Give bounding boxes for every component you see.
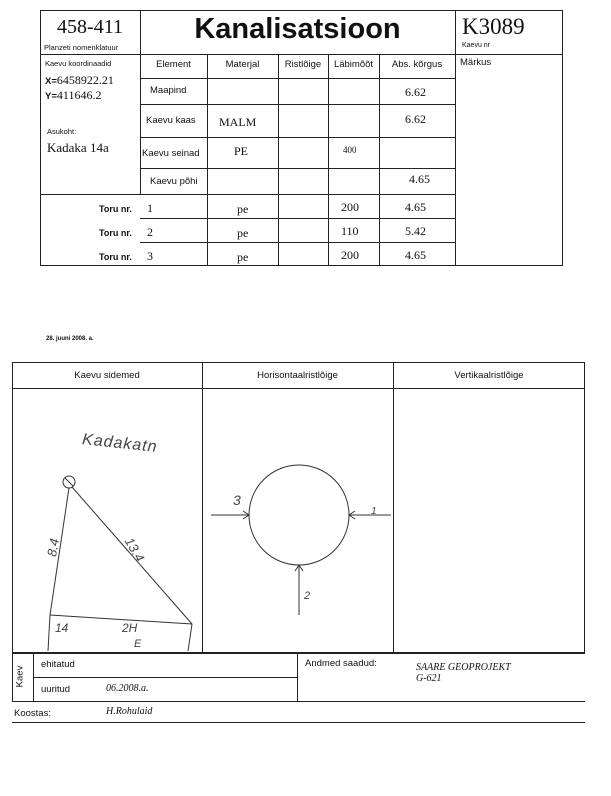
col-title-horizontal: Horisontaalristlõige [257,370,338,381]
header-remark: Märkus [460,57,492,68]
author-name: H.Rohulaid [106,706,153,717]
pipe-label: Toru nr. [99,204,132,214]
sheet-number: 458-411 [57,16,123,38]
author-label: Koostas: [14,708,51,719]
row-height: 4.65 [409,172,430,186]
pipe-nr: 2 [147,225,153,239]
pipe-height: 5.42 [405,224,426,238]
company-name: SAARE GEOPROJEKT [416,662,511,673]
well-id: K3089 [462,14,525,39]
pipe-diameter: 200 [341,248,359,262]
page-title: Kanalisatsioon [194,13,401,45]
pipe-diameter: 200 [341,200,359,214]
pipe-height: 4.65 [405,200,426,214]
well-cross-section [249,465,349,565]
header-material: Materjal [225,59,260,70]
pipe-label: Toru nr. [99,252,132,262]
header-diameter: Läbimõõt [333,59,374,70]
row-material: PE [234,144,249,158]
pipe-material: pe [237,202,249,216]
header-element: Element [156,59,191,70]
row-diameter: 400 [343,145,357,155]
pipe-nr: 1 [147,201,153,215]
horizontal-section-drawing [203,389,393,653]
pipe-nr: 3 [147,249,153,263]
header-abs-height: Abs. kõrgus [391,59,443,70]
surveyed-date: 06.2008.a. [106,683,149,694]
row-material: MALM [219,115,257,129]
dim-left: 8.4 [44,537,62,558]
location-value: Kadaka 14a [47,140,109,155]
pipe-in-right: 1 [371,506,377,517]
y-coordinate [45,86,101,104]
col-title-vertical: Vertikaalristlõige [454,370,524,381]
col-title-connections: Kaevu sidemed [74,370,140,381]
street-text: Kadakatn [81,431,159,456]
pipe-diameter: 110 [341,224,359,238]
row-element: Kaevu põhi [150,176,198,187]
sheet-label: Planzeti nomenklatuur [44,43,119,52]
data-from-label: Andmed saadud: [305,658,377,669]
pipe-height: 4.65 [405,248,426,262]
coords-label: Kaevu koordinaadid [45,59,112,68]
bottom-letter: E [134,638,142,650]
x-label: X= [45,76,57,87]
row-element: Kaevu seinad [142,148,200,159]
row-height: 6.62 [405,85,426,99]
header-cross-section: Ristlõige [284,59,322,70]
x-value: 6458922.21 [56,73,114,87]
pipe-in-bottom: 2 [304,590,311,602]
kaev-label: Kaev [14,665,26,688]
row-element: Kaevu kaas [146,115,196,126]
surveyed-label: uuritud [41,684,71,695]
dim-bottom-right: 2H [122,621,138,635]
pipe-material: pe [237,226,249,240]
y-label: Y= [45,91,57,102]
row-element: Maapind [150,85,187,96]
location-label: Asukoht: [47,127,77,136]
y-value: 411646.2 [56,88,102,102]
dim-bottom-left: 14 [55,621,69,635]
row-height: 6.62 [405,112,426,126]
company-code: G-621 [416,673,442,684]
location-sketch [12,389,202,653]
date-line: 28. juuni 2008. a. [46,336,94,342]
pipe-material: pe [237,250,249,264]
pipe-label: Toru nr. [99,228,132,238]
pipe-in-left: 3 [233,492,241,508]
dim-right: 13.4 [121,534,148,565]
built-label: ehitatud [41,659,75,670]
well-id-label: Kaevu nr [462,42,491,49]
